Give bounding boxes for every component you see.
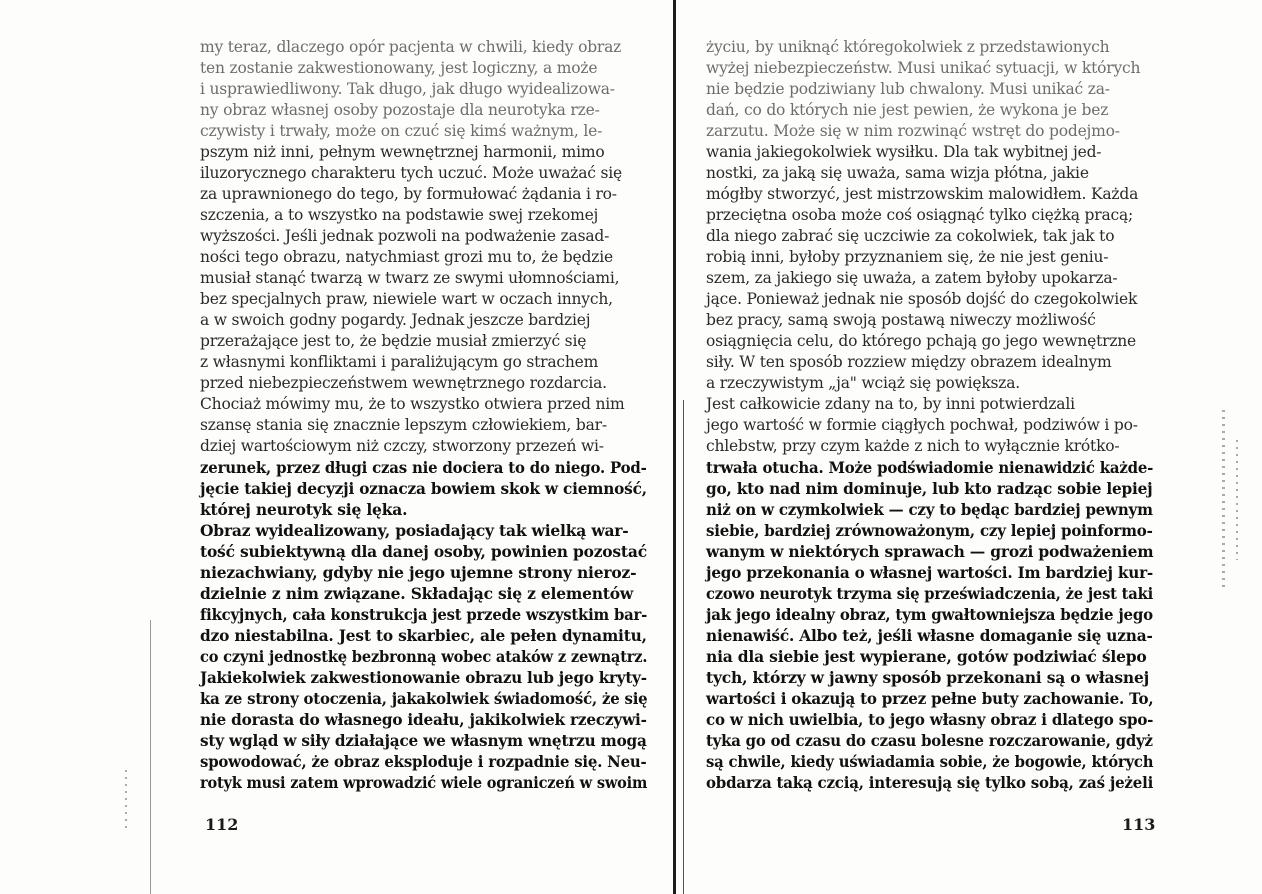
left-line: ności tego obrazu, natychmiast grozi mu to, że będzie bbox=[200, 248, 613, 266]
right-page-text bbox=[706, 37, 1153, 793]
right-line: zarzutu. Może się w nim rozwinąć wstręt do podejmo- bbox=[706, 122, 1120, 140]
right-line: siły. W ten sposób rozziew między obrazem idealnym bbox=[706, 353, 1112, 371]
left-line: fikcyjnych, cała konstrukcja jest przede wszystkim bar- bbox=[200, 605, 648, 624]
right-line: nostki, za jaką się uważa, sama wizja płótna, jakie bbox=[706, 164, 1089, 182]
right-line: nienawiść. Albo też, jeśli własne domaganie się uzna- bbox=[706, 626, 1153, 645]
right-line: przeciętna osoba może coś osiągnąć tylko ciężką pracą; bbox=[706, 206, 1134, 224]
right-line: dań, co do których nie jest pewien, że wykona je bez bbox=[706, 101, 1109, 119]
binding-edge bbox=[150, 620, 151, 894]
right-line: tych, którzy w jawny sposób przekonani są o własnej bbox=[706, 668, 1150, 687]
right-line: tyka go od czasu do czasu bolesne rozczarowanie, gdyż bbox=[706, 731, 1153, 750]
right-line: Jest całkowicie zdany na to, by inni potwierdzali bbox=[706, 395, 1075, 413]
left-line: spowodować, że obraz eksploduje i rozpadnie się. Neu- bbox=[200, 752, 647, 771]
left-line: której neurotyk się lęka. bbox=[200, 500, 408, 519]
right-line: szem, za jakiego się uważa, a zatem byłoby upokarza- bbox=[706, 269, 1118, 287]
left-line: pszym niż inni, pełnym wewnętrznej harmonii, mimo bbox=[200, 143, 605, 161]
left-line: sty wgląd w siły działające we własnym wnętrzu mogą bbox=[200, 731, 647, 750]
gutter-line bbox=[673, 0, 676, 894]
right-line: obdarza taką czcią, interesują się tylko sobą, zaś jeżeli bbox=[706, 773, 1154, 792]
left-line: Obraz wyidealizowany, posiadający tak wielką war- bbox=[200, 521, 629, 540]
right-line: wyżej niebezpieczeństw. Musi unikać sytuacji, w których bbox=[706, 59, 1141, 77]
right-line: nia dla siebie jest wypierane, gotów podziwiać ślepo bbox=[706, 647, 1147, 666]
right-line: jego przekonania o własnej wartości. Im bardziej kur- bbox=[706, 563, 1154, 582]
left-line: niezachwiany, gdyby nie jego ujemne strony nieroz- bbox=[200, 563, 637, 582]
left-line: bez specjalnych praw, niewiele wart w oczach innych, bbox=[200, 290, 613, 308]
right-line: wania jakiegokolwiek wysiłku. Dla tak wybitnej jed- bbox=[706, 143, 1102, 161]
left-line: dzo niestabilna. Jest to skarbiec, ale pełen dynamitu, bbox=[200, 626, 647, 645]
left-line: ka ze strony otoczenia, jakakolwiek świadomość, że się bbox=[200, 689, 648, 708]
left-line: wyższości. Jeśli jednak pozwoli na podważenie zasad- bbox=[200, 227, 610, 245]
left-line: rotyk musi zatem wprowadzić wiele ograniczeń w swoim bbox=[200, 773, 648, 792]
page-number: 113 bbox=[1122, 815, 1156, 834]
scan-noise bbox=[1236, 440, 1238, 560]
scan-noise bbox=[125, 770, 127, 830]
left-line: szczenia, a to wszystko na podstawie swej rzekomej bbox=[200, 206, 599, 224]
right-line: jak jego idealny obraz, tym gwałtowniejsza będzie jego bbox=[706, 605, 1153, 624]
right-line: jego wartość w formie ciągłych pochwał, podziwów i po- bbox=[706, 416, 1138, 434]
left-line: i usprawiedliwony. Tak długo, jak długo wyidealizowa- bbox=[200, 80, 615, 98]
left-line: dziej wartościowym niż czczy, stworzony przezeń wi- bbox=[200, 437, 604, 455]
right-line: niż on w czymkolwiek — czy to będąc bardziej pewnym bbox=[706, 500, 1153, 519]
right-line: siebie, bardziej zrównoważonym, czy lepiej poinformo- bbox=[706, 521, 1153, 540]
left-line: czywisty i trwały, może on czuć się kimś ważnym, le- bbox=[200, 122, 603, 140]
right-line: wanym w niektórych sprawach — grozi podważeniem bbox=[706, 542, 1154, 561]
right-line: trwała otucha. Może podświadomie nienawidzić każde- bbox=[706, 458, 1154, 477]
left-line: iluzorycznego charakteru tych uczuć. Może uważać się bbox=[200, 164, 622, 182]
left-page-text bbox=[200, 37, 647, 793]
left-line: a w swoich godny pogardy. Jednak jeszcze bardziej bbox=[200, 311, 591, 329]
left-line: Chociaż mówimy mu, że to wszystko otwiera przed nim bbox=[200, 395, 625, 413]
right-line: dla niego zabrać się uczciwie za cokolwiek, tak jak to bbox=[706, 227, 1115, 245]
left-line: przerażające jest to, że będzie musiał zmierzyć się bbox=[200, 332, 587, 350]
left-line: z własnymi konfliktami i paraliżującym go strachem bbox=[200, 353, 599, 371]
left-line: jęcie takiej decyzji oznacza bowiem skok w ciemność, bbox=[200, 479, 647, 498]
left-line: ny obraz własnej osoby pozostaje dla neurotyka rze- bbox=[200, 101, 600, 119]
right-line: czowo neurotyk trzyma się przeświadczenia, że jest taki bbox=[706, 584, 1153, 603]
scan-noise bbox=[1222, 410, 1225, 590]
right-line: życiu, by uniknąć któregokolwiek z przedstawionych bbox=[706, 38, 1110, 56]
right-line: wartości i okazują to przez pełne buty zachowanie. To, bbox=[706, 689, 1154, 708]
left-line: my teraz, dlaczego opór pacjenta w chwili, kiedy obraz bbox=[200, 38, 622, 56]
left-line: przed niebezpieczeństwem wewnętrznego rozdarcia. bbox=[200, 374, 607, 392]
right-line: jące. Ponieważ jednak nie sposób dojść do czegokolwiek bbox=[706, 290, 1138, 308]
right-line: robią inni, byłoby przyznaniem się, że nie jest geniu- bbox=[706, 248, 1109, 266]
left-line: Jakiekolwiek zakwestionowanie obrazu lub jego kryty- bbox=[200, 668, 647, 687]
gutter-line bbox=[683, 400, 684, 894]
left-line: ten zostanie zakwestionowany, jest logiczny, a może bbox=[200, 59, 598, 77]
left-line: zerunek, przez długi czas nie dociera to do niego. Pod- bbox=[200, 458, 647, 477]
left-line: nie dorasta do własnego ideału, jakikolwiek rzeczywi- bbox=[200, 710, 647, 729]
page-number: 112 bbox=[205, 815, 239, 834]
left-line: za uprawnionego do tego, by formułować żądania i ro- bbox=[200, 185, 617, 203]
left-line: szansę stania się znacznie lepszym człowiekiem, bar- bbox=[200, 416, 607, 434]
right-line: co w nich uwielbia, to jego własny obraz i dlatego spo- bbox=[706, 710, 1154, 729]
right-line: nie będzie podziwiany lub chwalony. Musi unikać za- bbox=[706, 80, 1110, 98]
right-line: mógłby stworzyć, jest mistrzowskim malowidłem. Każda bbox=[706, 185, 1139, 203]
right-line: go, kto nad nim dominuje, lub kto radząc sobie lepiej bbox=[706, 479, 1153, 498]
right-line: a rzeczywistym „ja" wciąż się powiększa. bbox=[706, 374, 1021, 392]
right-line: są chwile, kiedy uświadamia sobie, że bogowie, których bbox=[706, 752, 1154, 771]
right-line: bez pracy, samą swoją postawą niweczy możliwość bbox=[706, 311, 1096, 329]
left-line: tość subiektywną dla danej osoby, powinien pozostać bbox=[200, 542, 647, 561]
right-line: osiągnięcia celu, do którego pchają go jego wewnętrzne bbox=[706, 332, 1137, 350]
right-line: chlebstw, przy czym każde z nich to wyłącznie krótko- bbox=[706, 437, 1120, 455]
left-line: co czyni jednostkę bezbronną wobec ataków z zewnątrz. bbox=[200, 647, 648, 666]
left-line: dzielnie z nim związane. Składając się z elementów bbox=[200, 584, 634, 603]
left-line: musiał stanąć twarzą w twarz ze swymi ułomnościami, bbox=[200, 269, 620, 287]
